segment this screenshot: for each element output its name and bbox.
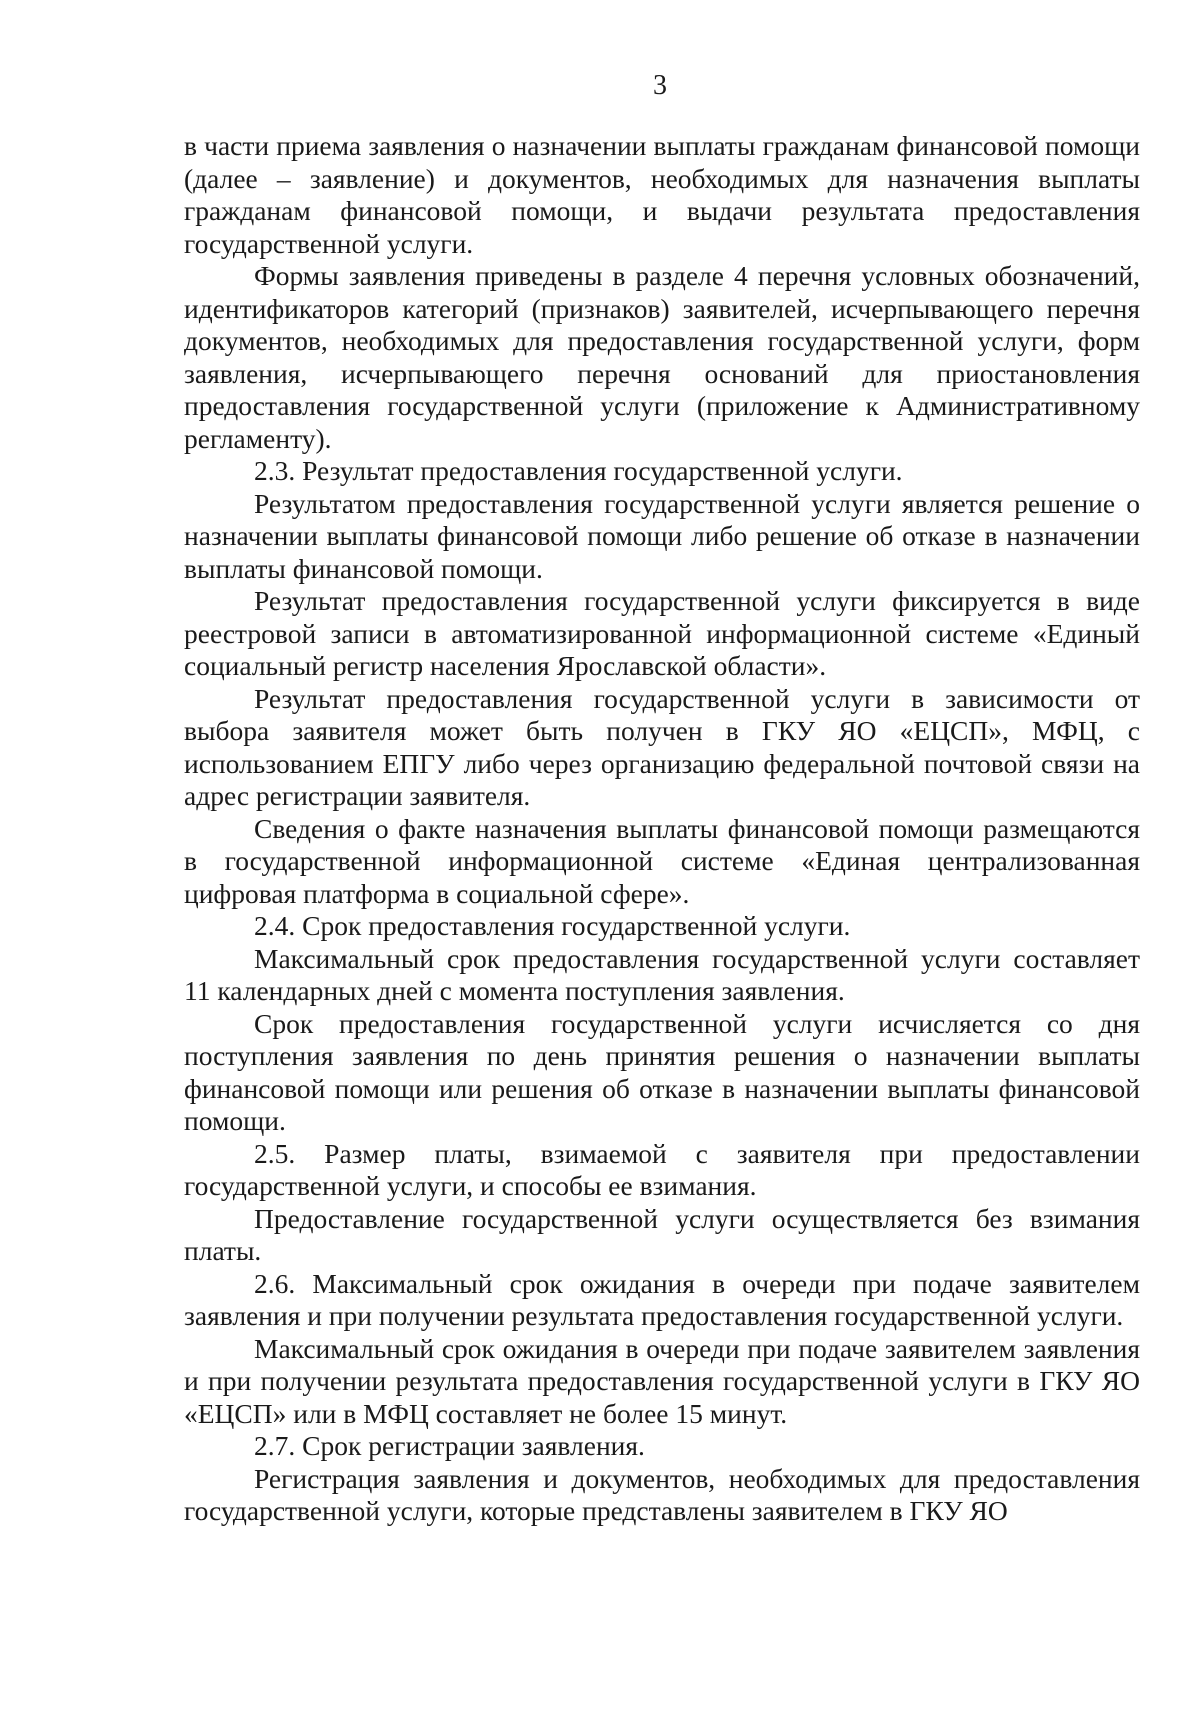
page-number: 3 [653,70,667,101]
paragraph: Максимальный срок предоставления государственной услуги составляет 11 календарных дней с момента поступления заявления. [184,942,1140,1006]
paragraph: 2.7. Срок регистрации заявления. [254,1430,645,1461]
paragraph: Сведения о факте назначения выплаты финансовой помощи размещаются в государственной информационной системе «Единая централизованная цифровая платформа в социальной сфере». [184,812,1140,909]
paragraph: Предоставление государственной услуги осуществляется без взимания платы. [184,1202,1140,1266]
paragraph: Формы заявления приведены в разделе 4 перечня условных обозначений, идентификаторов категорий (признаков) заявителей, исчерпывающего перечня документов, необходимых для предоставления государственной услуги, форм заявления, исчерпывающего перечня оснований для приостановления предоставления государственной услуги (приложение к Административному регламенту). [184,260,1140,454]
paragraph: в части приема заявления о назначении выплаты гражданам финансовой помощи (далее – заявление) и документов, необходимых для назначения выплаты гражданам финансовой помощи, и выдачи результата предоставления государственной услуги. [184,130,1140,259]
paragraph: Максимальный срок ожидания в очереди при подаче заявителем заявления и при получении результата предоставления государственной услуги в ГКУ ЯО «ЕЦСП» или в МФЦ составляет не более 15 минут. [184,1332,1140,1429]
paragraph: Регистрация заявления и документов, необходимых для предоставления государственной услуги, которые представлены заявителем в ГКУ ЯО [184,1462,1140,1526]
paragraph: 2.3. Результат предоставления государственной услуги. [254,455,903,486]
paragraph: Результатом предоставления государственной услуги является решение о назначении выплаты финансовой помощи либо решение об отказе в назначении выплаты финансовой помощи. [184,487,1140,584]
paragraph: Результат предоставления государственной услуги в зависимости от выбора заявителя может быть получен в ГКУ ЯО «ЕЦСП», МФЦ, с использованием ЕПГУ либо через организацию федеральной почтовой связи на адрес регистрации заявителя. [184,682,1140,811]
paragraph: Результат предоставления государственной услуги фиксируется в виде реестровой записи в автоматизированной информационной системе «Единый социальный регистр населения Ярославской области». [184,585,1140,681]
paragraph: 2.6. Максимальный срок ожидания в очереди при подаче заявителем заявления и при получении результата предоставления государственной услуги. [184,1267,1140,1331]
paragraph: Срок предоставления государственной услуги исчисляется со дня поступления заявления по день принятия решения о назначении выплаты финансовой помощи или решения об отказе в назначении выплаты финансовой помощи. [184,1007,1140,1136]
paragraph: 2.4. Срок предоставления государственной услуги. [254,910,851,941]
paragraph: 2.5. Размер платы, взимаемой с заявителя при предоставлении государственной услуги, и способы ее взимания. [184,1137,1140,1201]
document-body [184,130,1140,1528]
